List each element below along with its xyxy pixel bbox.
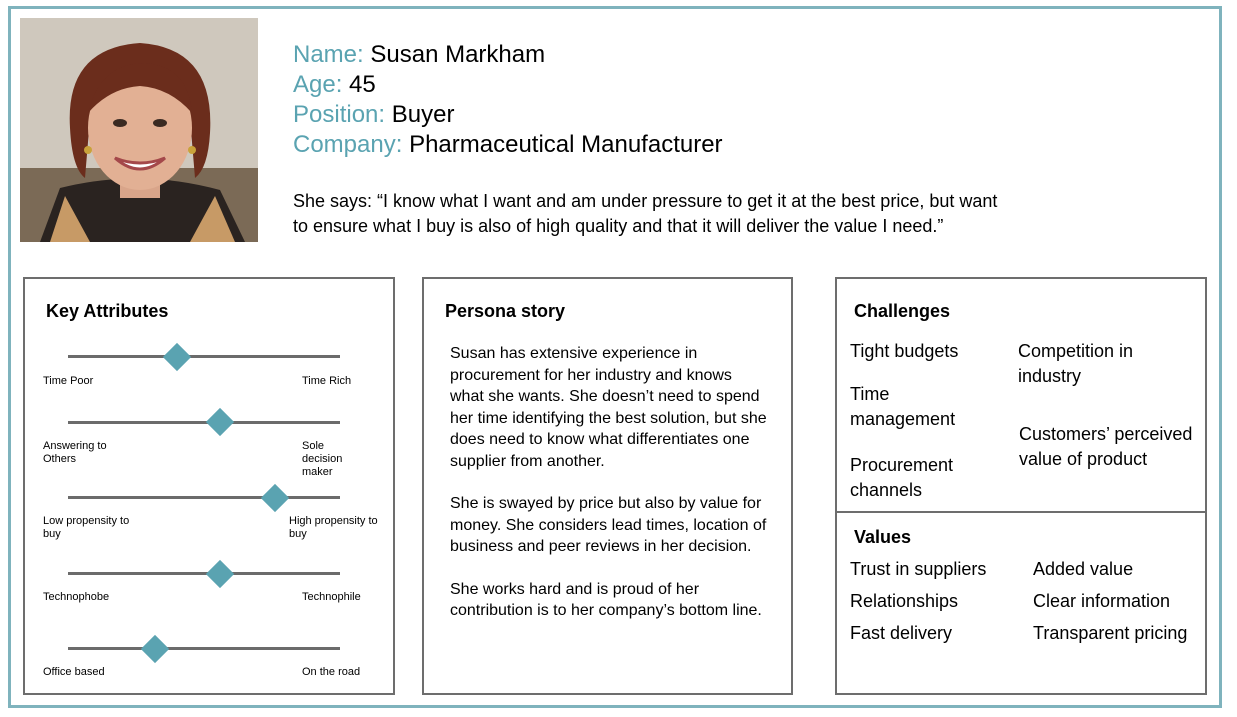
age-value: 45 bbox=[349, 71, 376, 98]
position-label: Position: bbox=[293, 101, 386, 128]
challenge-item: Time management bbox=[850, 384, 956, 429]
attribute-right-label: Time Rich bbox=[302, 375, 352, 387]
company-value: Pharmaceutical Manufacturer bbox=[409, 131, 723, 158]
position-value: Buyer bbox=[391, 101, 455, 128]
section-divider bbox=[837, 511, 1205, 513]
value-item: Transparent pricing bbox=[1033, 623, 1188, 643]
portrait-image bbox=[20, 18, 258, 242]
name-row bbox=[293, 40, 723, 70]
value-item: Added value bbox=[1033, 559, 1134, 579]
age-label: Age: bbox=[293, 71, 343, 98]
key-attributes-box bbox=[23, 277, 395, 695]
attribute-left-label: Technophobe bbox=[43, 591, 110, 603]
attribute-slider-marker bbox=[163, 343, 191, 371]
attribute-slider-marker bbox=[141, 635, 169, 663]
persona-quote: She says: “I know what I want and am under pressure to get it at the best price, but want to ensure what I buy is also of high quality and that it will deliver the value I need.” bbox=[293, 191, 998, 236]
challenge-item: Procurement channels bbox=[850, 455, 954, 500]
persona-story-text bbox=[450, 343, 770, 643]
attribute-right-label: On the road bbox=[302, 666, 361, 678]
key-attributes-title: Key Attributes bbox=[46, 301, 169, 321]
attribute-left-label: Low propensity to buy bbox=[43, 515, 130, 540]
value-item: Fast delivery bbox=[850, 623, 953, 643]
attribute-slider-track bbox=[68, 647, 340, 650]
value-item: Relationships bbox=[850, 591, 959, 611]
challenge-item: Customers’ perceived value of product bbox=[1019, 424, 1193, 469]
profile-info bbox=[293, 40, 723, 160]
attribute-slider-marker bbox=[206, 560, 234, 588]
name-value: Susan Markham bbox=[370, 41, 546, 68]
challenges-title: Challenges bbox=[854, 301, 951, 321]
challenge-item: Competition in industry bbox=[1018, 341, 1134, 386]
company-label: Company: bbox=[293, 131, 403, 158]
story-paragraph: She works hard and is proud of her contribution is to her company’s bottom line. bbox=[450, 580, 762, 619]
attribute-right-label: Sole decision maker bbox=[302, 440, 343, 478]
attribute-right-label: High propensity to buy bbox=[289, 515, 378, 540]
values-title: Values bbox=[854, 527, 912, 547]
persona-story-box bbox=[422, 277, 793, 695]
attribute-left-label: Time Poor bbox=[43, 375, 94, 387]
name-label: Name: bbox=[293, 41, 364, 68]
attribute-slider-marker bbox=[261, 484, 289, 512]
attribute-slider-track bbox=[68, 355, 340, 358]
persona-photo bbox=[20, 18, 258, 242]
position-row bbox=[293, 100, 723, 130]
attribute-left-label: Office based bbox=[43, 666, 105, 678]
persona-story-title: Persona story bbox=[445, 301, 566, 321]
attribute-slider-track bbox=[68, 421, 340, 424]
value-item: Trust in suppliers bbox=[850, 559, 987, 579]
value-item: Clear information bbox=[1033, 591, 1171, 611]
attribute-slider-marker bbox=[206, 408, 234, 436]
attribute-slider-track bbox=[68, 496, 340, 499]
attribute-slider-track bbox=[68, 572, 340, 575]
challenge-item: Tight budgets bbox=[850, 341, 959, 361]
attribute-right-label: Technophile bbox=[302, 591, 361, 603]
attribute-left-label: Answering to Others bbox=[43, 440, 107, 465]
story-paragraph: She is swayed by price but also by value for money. She considers lead times, location of business and peer reviews in her decision. bbox=[450, 495, 767, 555]
company-row bbox=[293, 130, 723, 160]
age-row bbox=[293, 70, 723, 100]
story-paragraph: Susan has extensive experience in procurement for her industry and knows what she wants. She doesn’t need to spend her time identifying the best solution, but she does need to know what differentiates one supplier from another. bbox=[450, 345, 767, 470]
challenges-values-box bbox=[835, 277, 1207, 695]
